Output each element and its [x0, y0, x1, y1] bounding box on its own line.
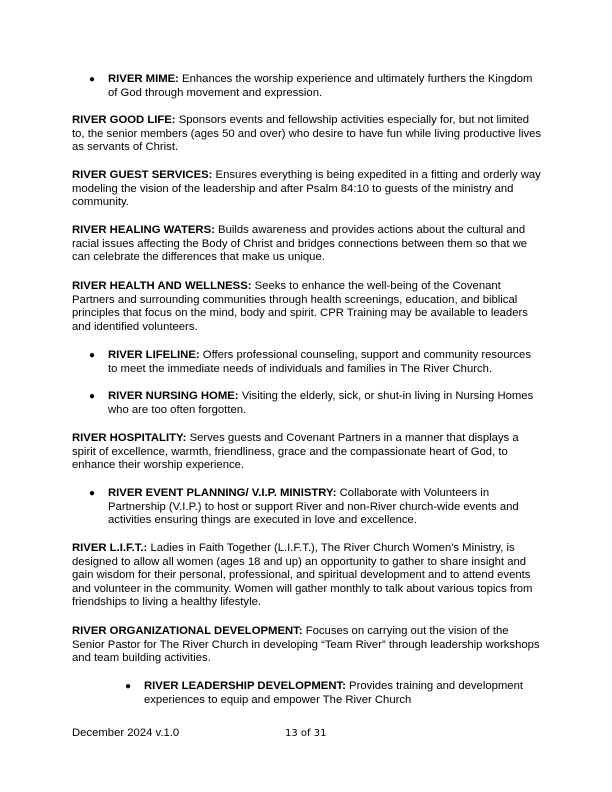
- section-text: Offers professional counseling, support and community resources to meet the immediate needs of individuals and families in The River Church.: [108, 349, 531, 375]
- bullet-icon: ●: [89, 488, 96, 499]
- section-title: RIVER HOSPITALITY:: [72, 432, 187, 444]
- bullet-icon: ●: [89, 350, 96, 361]
- section-river-mime: [89, 73, 542, 100]
- section-text: Focuses on carrying out the vision of the Senior Pastor for The River Church in developing “Team River” through leadership workshops and team building activities.: [72, 625, 540, 664]
- section-title: RIVER MIME:: [108, 73, 179, 85]
- section-text: Sponsors events and fellowship activities especially for, but not limited to, the senior members (ages 50 and over) who desire to have fun while living productive lives as servants of Christ.: [72, 114, 542, 153]
- section-title: RIVER LEADERSHIP DEVELOPMENT:: [144, 680, 346, 692]
- section-title: RIVER L.I.F.T.:: [72, 542, 148, 554]
- section-title: RIVER HEALTH AND WELLNESS:: [72, 280, 252, 292]
- section-text: Builds awareness and provides actions about the cultural and racial issues affecting the Body of Christ and bridges connections between them so that we can celebrate the differences that make us unique.: [72, 224, 528, 263]
- section-river-healing-waters: [72, 224, 542, 265]
- section-river-leadership-development: [125, 680, 544, 707]
- section-river-organizational-development: [72, 625, 542, 666]
- section-river-lift: [72, 542, 542, 610]
- section-river-nursing-home: [89, 390, 542, 417]
- section-text: Ensures everything is being expedited in a fitting and orderly way modeling the vision of the leadership and after Psalm 84:10 to guests of the ministry and community.: [72, 169, 541, 208]
- section-title: RIVER ORGANIZATIONAL DEVELOPMENT:: [72, 625, 303, 637]
- footer-version: December 2024 v.1.0: [72, 727, 180, 739]
- section-title: RIVER LIFELINE:: [108, 349, 200, 361]
- section-title: RIVER GOOD LIFE:: [72, 114, 176, 126]
- section-title: RIVER NURSING HOME:: [108, 390, 239, 402]
- section-text: Enhances the worship experience and ultimately furthers the Kingdom of God through movement and expression.: [108, 73, 533, 99]
- section-title: RIVER HEALING WATERS:: [72, 224, 215, 236]
- section-title: RIVER GUEST SERVICES:: [72, 169, 213, 181]
- bullet-icon: ●: [125, 681, 132, 692]
- section-text: Provides training and development experiences to equip and empower The River Church: [144, 680, 524, 706]
- section-text: Visiting the elderly, sick, or shut-in living in Nursing Homes who are too often forgotten.: [108, 390, 534, 416]
- section-river-lifeline: [89, 349, 542, 376]
- bullet-icon: ●: [89, 391, 96, 402]
- section-title: RIVER EVENT PLANNING/ V.I.P. MINISTRY:: [108, 487, 337, 499]
- section-river-good-life: [72, 114, 542, 155]
- section-river-health-and-wellness: [72, 280, 542, 334]
- section-text: Collaborate with Volunteers in Partnership (V.I.P.) to host or support River and non-River church-wide events and activities ensuring things are executed in love and excellence.: [108, 487, 519, 526]
- section-text: Ladies in Faith Together (L.I.F.T.), The River Church Women's Ministry, is designed to allow all women (ages 18 and up) an opportunity to gather to share insight and gain wisdom for their personal, professional, and spiritual development and to attend events and volunteer in the community. Women will gather monthly to talk about various topics from friendships to living a healthy lifestyle.: [72, 542, 533, 608]
- footer-page-number: 13 of 31: [285, 728, 327, 739]
- section-river-guest-services: [72, 169, 542, 210]
- section-text: Seeks to enhance the well-being of the Covenant Partners and surrounding communities through health screenings, education, and biblical principles that focus on the mind, body and spirit. CPR Training may be available to leaders and identified volunteers.: [72, 280, 528, 333]
- bullet-icon: ●: [89, 74, 96, 85]
- section-river-hospitality: [72, 432, 542, 473]
- section-river-event-planning: [89, 487, 542, 528]
- section-text: Serves guests and Covenant Partners in a manner that displays a spirit of excellence, warmth, friendliness, grace and the compassionate heart of God, to enhance their worship experience.: [72, 432, 519, 471]
